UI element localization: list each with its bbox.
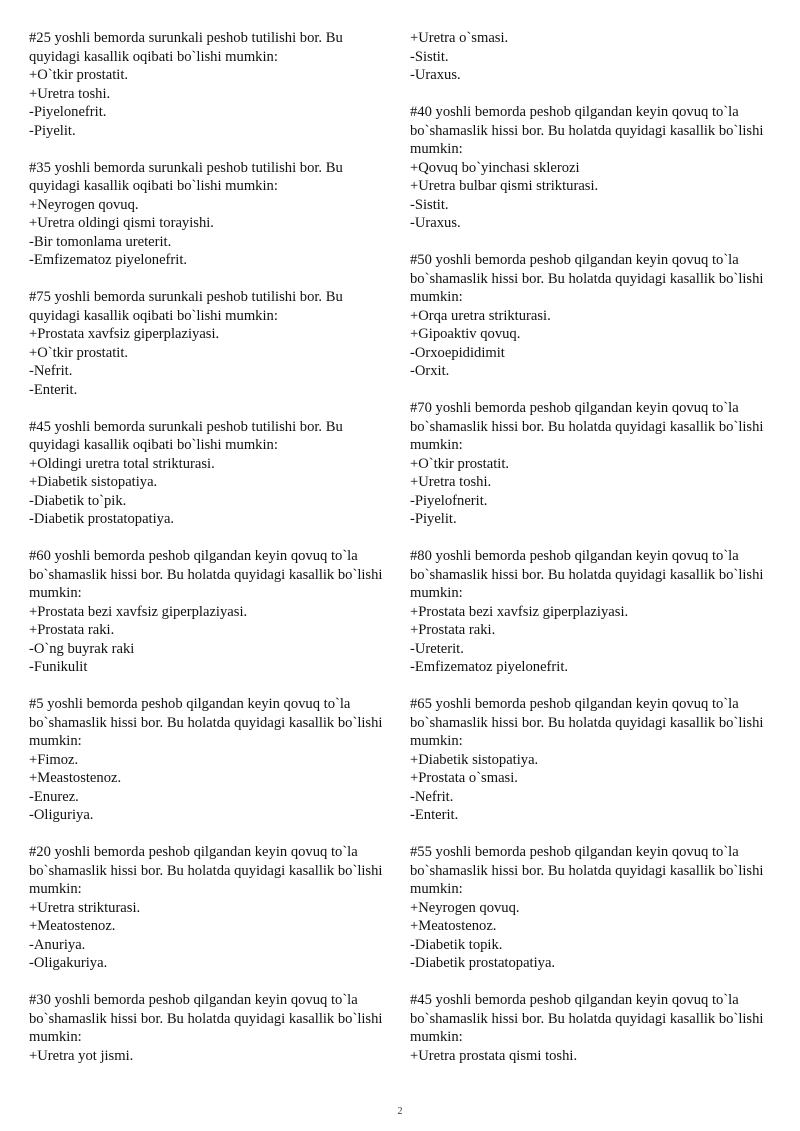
question-stem: #5 yoshli bemorda peshob qilgandan keyin qovuq to`la bo`shamaslik hissi bor. Bu holatda quyidagi kasallik bo`lishi mumkin: <box>29 696 383 749</box>
answer-option-incorrect: -Diabetik prostatopatiya. <box>29 511 175 527</box>
question-stem: #20 yoshli bemorda peshob qilgandan keyin qovuq to`la bo`shamaslik hissi bor. Bu holatda quyidagi kasallik bo`lishi mumkin: <box>29 844 383 897</box>
answer-option-incorrect: -Oligakuriya. <box>29 955 108 971</box>
answer-option-correct: +Prostata raki. <box>29 622 115 638</box>
answer-option-correct: +Prostata bezi xavfsiz giperplaziyasi. <box>410 603 629 620</box>
answer-option-correct: +Meatostenoz. <box>29 918 116 934</box>
answer-option-correct: +Uretra strikturasi. <box>29 899 141 916</box>
question-stem: #30 yoshli bemorda peshob qilgandan keyin qovuq to`la bo`shamaslik hissi bor. Bu holatda quyidagi kasallik bo`lishi mumkin: <box>29 992 383 1045</box>
question-stem: #45 yoshli bemorda peshob qilgandan keyin qovuq to`la bo`shamaslik hissi bor. Bu holatda quyidagi kasallik bo`lishi mumkin: <box>410 992 764 1045</box>
answer-option-incorrect: -Diabetik prostatopatiya. <box>410 955 556 971</box>
answer-option-incorrect: -Sistit. <box>410 48 449 65</box>
question-stem: #60 yoshli bemorda peshob qilgandan keyin qovuq to`la bo`shamaslik hissi bor. Bu holatda quyidagi kasallik bo`lishi mumkin: <box>29 548 383 601</box>
answer-option-incorrect: -Enurez. <box>29 788 79 805</box>
question-block <box>29 29 387 140</box>
answer-option-incorrect: -Enterit. <box>29 381 78 398</box>
answer-option-correct: +Prostata raki. <box>410 622 496 638</box>
question-stem: #75 yoshli bemorda surunkali peshob tutilishi bor. Bu quyidagi kasallik oqibati bo`lishi mumkin: <box>29 289 343 324</box>
question-stem: #50 yoshli bemorda peshob qilgandan keyin qovuq to`la bo`shamaslik hissi bor. Bu holatda quyidagi kasallik bo`lishi mumkin: <box>410 252 764 305</box>
answer-option-incorrect: -Uraxus. <box>410 215 461 231</box>
answer-option-incorrect: -Funikulit <box>29 659 88 675</box>
question-block <box>410 399 770 529</box>
question-stem: #80 yoshli bemorda peshob qilgandan keyin qovuq to`la bo`shamaslik hissi bor. Bu holatda quyidagi kasallik bo`lishi mumkin: <box>410 548 764 601</box>
page-number: 2 <box>397 1106 403 1117</box>
answer-option-incorrect: -Orxoepididimit <box>410 344 505 361</box>
answer-option-correct: +O`tkir prostatit. <box>410 455 510 472</box>
answer-option-correct: +Prostata o`smasi. <box>410 770 518 786</box>
answer-option-correct: +Qovuq bo`yinchasi sklerozi <box>410 159 580 176</box>
question-block <box>410 695 770 825</box>
answer-option-correct: +Uretra toshi. <box>410 474 492 490</box>
answer-option-correct: +Gipoaktiv qovuq. <box>410 326 521 342</box>
answer-option-incorrect: -Emfizematoz piyelonefrit. <box>29 252 188 268</box>
answer-option-correct: +O`tkir prostatit. <box>29 67 129 83</box>
question-stem: #25 yoshli bemorda surunkali peshob tutilishi bor. Bu quyidagi kasallik oqibati bo`lishi mumkin: <box>29 30 343 65</box>
question-block <box>29 288 387 399</box>
answer-option-correct: +Oldingi uretra total strikturasi. <box>29 455 215 472</box>
answer-option-incorrect: -Ureterit. <box>410 640 464 657</box>
question-block <box>29 695 387 825</box>
question-stem: #65 yoshli bemorda peshob qilgandan keyin qovuq to`la bo`shamaslik hissi bor. Bu holatda quyidagi kasallik bo`lishi mumkin: <box>410 696 764 749</box>
answer-option-incorrect: -Nefrit. <box>410 788 454 805</box>
question-block <box>410 103 770 233</box>
answer-option-incorrect: -Diabetik topik. <box>410 936 503 953</box>
question-stem: #70 yoshli bemorda peshob qilgandan keyin qovuq to`la bo`shamaslik hissi bor. Bu holatda quyidagi kasallik bo`lishi mumkin: <box>410 400 764 453</box>
answer-option-correct: +Uretra o`smasi. <box>410 30 509 46</box>
answer-option-incorrect: -Piyelit. <box>29 122 76 139</box>
question-stem: #45 yoshli bemorda surunkali peshob tutilishi bor. Bu quyidagi kasallik oqibati bo`lishi mumkin: <box>29 418 343 453</box>
question-block <box>29 843 387 973</box>
answer-option-correct: +Prostata bezi xavfsiz giperplaziyasi. <box>29 603 248 620</box>
question-block <box>410 29 770 85</box>
question-stem: #55 yoshli bemorda peshob qilgandan keyin qovuq to`la bo`shamaslik hissi bor. Bu holatda quyidagi kasallik bo`lishi mumkin: <box>410 844 764 897</box>
answer-option-incorrect: -Emfizematoz piyelonefrit. <box>410 659 569 675</box>
answer-option-correct: +Orqa uretra strikturasi. <box>410 307 551 324</box>
answer-option-correct: +Uretra bulbar qismi strikturasi. <box>410 178 599 194</box>
answer-option-incorrect: -Anuriya. <box>29 936 86 953</box>
question-block <box>29 991 387 1065</box>
question-block <box>29 159 387 270</box>
answer-option-correct: +Uretra toshi. <box>29 85 111 102</box>
answer-option-incorrect: -Piyelonefrit. <box>29 104 107 120</box>
answer-option-correct: +Fimoz. <box>29 751 79 768</box>
answer-option-correct: +Uretra prostata qismi toshi. <box>410 1047 578 1064</box>
answer-option-correct: +Diabetik sistopatiya. <box>29 474 158 490</box>
answer-option-correct: +Uretra oldingi qismi torayishi. <box>29 215 214 231</box>
question-block <box>29 547 387 677</box>
answer-option-incorrect: -Piyelit. <box>410 511 457 527</box>
question-stem: #40 yoshli bemorda peshob qilgandan keyin qovuq to`la bo`shamaslik hissi bor. Bu holatda quyidagi kasallik bo`lishi mumkin: <box>410 104 764 157</box>
answer-option-incorrect: -Oliguriya. <box>29 807 94 823</box>
answer-option-incorrect: -Enterit. <box>410 807 459 823</box>
answer-option-incorrect: -Uraxus. <box>410 67 461 83</box>
answer-option-incorrect: -Orxit. <box>410 363 450 379</box>
question-block <box>410 547 770 677</box>
answer-option-incorrect: -Sistit. <box>410 196 449 213</box>
answer-option-correct: +Neyrogen qovuq. <box>410 899 520 916</box>
right-column <box>410 29 770 1084</box>
question-block <box>29 418 387 529</box>
question-block <box>410 991 770 1065</box>
answer-option-correct: +O`tkir prostatit. <box>29 344 129 361</box>
answer-option-correct: +Meatostenoz. <box>410 918 497 934</box>
answer-option-correct: +Meastostenoz. <box>29 770 122 786</box>
left-column <box>29 29 387 1084</box>
answer-option-incorrect: -O`ng buyrak raki <box>29 640 135 657</box>
question-stem: #35 yoshli bemorda surunkali peshob tutilishi bor. Bu quyidagi kasallik oqibati bo`lishi mumkin: <box>29 159 343 194</box>
answer-option-correct: +Diabetik sistopatiya. <box>410 751 539 768</box>
answer-option-incorrect: -Nefrit. <box>29 363 73 379</box>
answer-option-incorrect: -Bir tomonlama ureterit. <box>29 233 172 250</box>
answer-option-incorrect: -Piyelofnerit. <box>410 492 488 509</box>
answer-option-incorrect: -Diabetik to`pik. <box>29 492 127 509</box>
answer-option-correct: +Neyrogen qovuq. <box>29 196 139 213</box>
question-block <box>410 251 770 381</box>
answer-option-correct: +Prostata xavfsiz giperplaziyasi. <box>29 326 220 342</box>
answer-option-correct: +Uretra yot jismi. <box>29 1047 134 1064</box>
question-block <box>410 843 770 973</box>
